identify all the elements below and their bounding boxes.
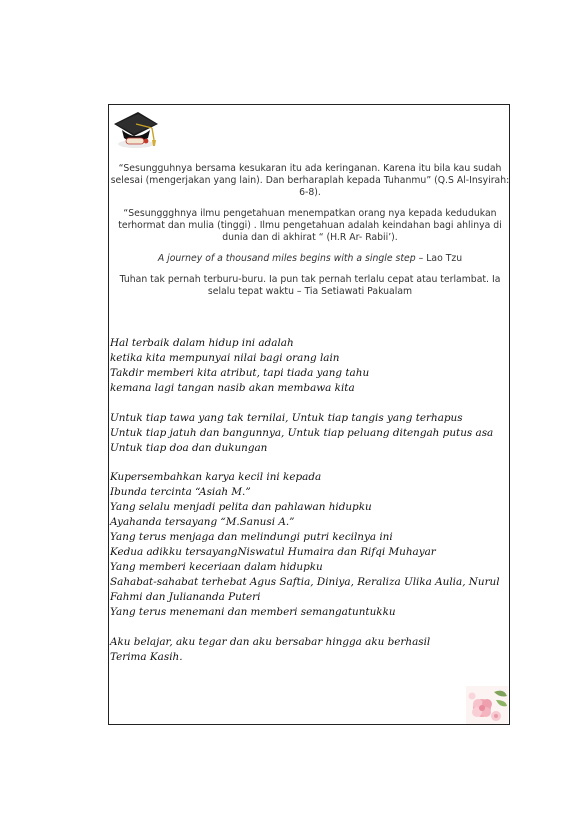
dedication-paragraph-2	[110, 411, 510, 456]
dedication-line: kemana lagi tangan nasib akan membawa kita	[110, 382, 355, 394]
graduation-cap-icon	[112, 108, 160, 150]
dedication-line: Yang terus menemani dan memberi semangatuntukku	[110, 606, 396, 618]
dedication-line: Yang terus menjaga dan melindungi putri kecilnya ini	[110, 531, 393, 543]
dedication-line: Ibunda tercinta “Asiah M.”	[110, 486, 251, 498]
dedication-line: Ayahanda tersayang “M.Sanusi A.”	[110, 516, 295, 528]
quote-2: “Sesunggghnya ilmu pengetahuan menempatkan orang nya kepada kedudukan terhormat dan mulia (tinggi) . Ilmu pengetahuan adalah keindahan bagi ahlinya di dunia dan di akhirat “ (H.R Ar- Rabii’).	[118, 208, 502, 243]
quote-3	[110, 253, 510, 265]
dedication-line: Hal terbaik dalam hidup ini adalah	[110, 337, 294, 349]
dedication-line: ketika kita mempunyai nilai bagi orang lain	[110, 352, 340, 364]
quote-3-author: – Lao Tzu	[415, 253, 463, 264]
quote-3-text: A journey of a thousand miles begins with a single step	[157, 253, 416, 264]
flower-icon	[466, 686, 508, 724]
dedication-paragraph-1	[110, 336, 510, 396]
dedication-line: Yang memberi keceriaan dalam hidupku	[110, 561, 323, 573]
dedication-line: Sahabat-sahabat terhebat Agus Saftia, Diniya, Reraliza Ulika Aulia, Nurul	[110, 576, 500, 588]
dedication-line: Yang selalu menjadi pelita dan pahlawan hidupku	[110, 501, 372, 513]
quotes-block	[110, 163, 510, 307]
dedication-line: Untuk tiap doa dan dukungan	[110, 441, 268, 454]
dedication-block	[110, 336, 510, 679]
dedication-line: Terima Kasih.	[110, 650, 183, 663]
dedication-line: Kedua adikku tersayangNiswatul Humaira dan Rifqi Muhayar	[110, 546, 436, 558]
dedication-paragraph-3	[110, 470, 510, 620]
dedication-line: Untuk tiap jatuh dan bangunnya, Untuk tiap peluang ditengah putus asa	[110, 426, 494, 439]
dedication-line: Takdir memberi kita atribut, tapi tiada yang tahu	[110, 367, 370, 379]
dedication-line: Untuk tiap tawa yang tak ternilai, Untuk tiap tangis yang terhapus	[110, 411, 463, 424]
dedication-line: Fahmi dan Juliananda Puteri	[110, 591, 261, 603]
dedication-line: Aku belajar, aku tegar dan aku bersabar hingga aku berhasil	[110, 635, 431, 648]
dedication-line: Kupersembahkan karya kecil ini kepada	[110, 471, 322, 483]
quote-1: “Sesungguhnya bersama kesukaran itu ada keringanan. Karena itu bila kau sudah selesai (mengerjakan yang lain). Dan berharaplah kepada Tuhanmu” (Q.S Al-Insyirah: 6-8).	[110, 163, 510, 198]
dedication-paragraph-4	[110, 635, 510, 665]
quote-4: Tuhan tak pernah terburu-buru. Ia pun tak pernah terlalu cepat atau terlambat. Ia selalu tepat waktu – Tia Setiawati Pakualam	[119, 274, 501, 297]
